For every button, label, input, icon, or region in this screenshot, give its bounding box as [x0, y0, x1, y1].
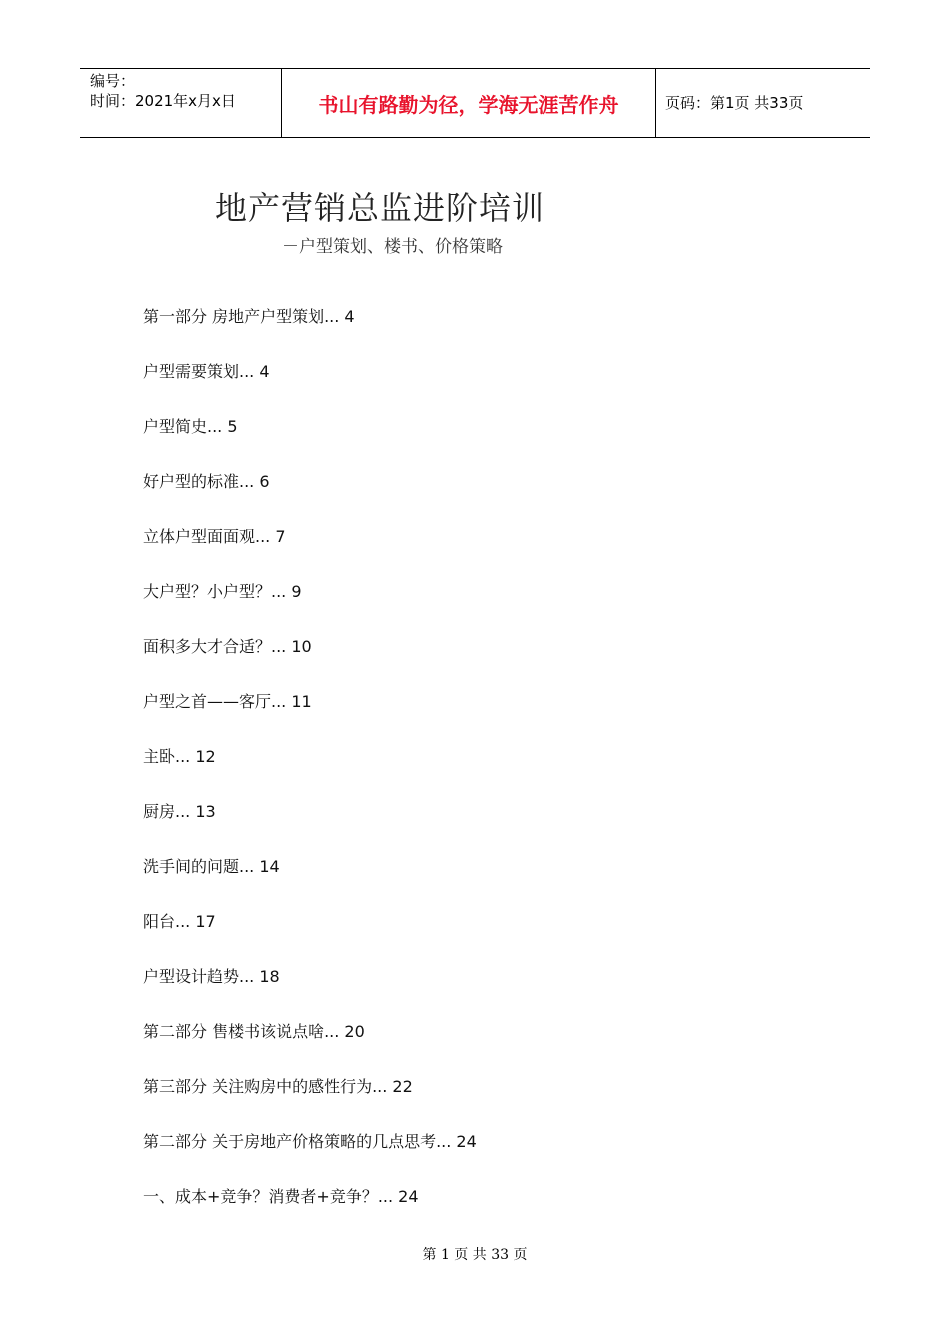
toc-entry[interactable]: 厨房... 13	[143, 802, 216, 821]
toc-entry[interactable]: 第二部分 售楼书该说点啥... 20	[143, 1022, 365, 1041]
document-subtitle: －户型策划、楼书、价格策略	[282, 237, 503, 257]
toc-entry[interactable]: 第三部分 关注购房中的感性行为... 22	[143, 1077, 413, 1096]
header-page-cell	[655, 69, 870, 137]
toc-entry[interactable]: 第二部分 关于房地产价格策略的几点思考... 24	[143, 1132, 477, 1151]
document-title: 地产营销总监进阶培训	[215, 189, 546, 227]
toc-entry[interactable]: 主卧... 12	[143, 747, 216, 766]
toc-entry[interactable]: 一、成本+竞争？消费者+竞争？... 24	[143, 1187, 419, 1206]
toc-entry[interactable]: 户型设计趋势... 18	[143, 967, 280, 986]
header-motto: 书山有路勤为径，学海无涯苦作舟	[318, 93, 619, 117]
toc-entry[interactable]: 户型之首——客厅... 11	[143, 692, 312, 711]
header-page-info: 页码：第1页 共33页	[665, 94, 804, 112]
document-header	[80, 68, 870, 138]
header-motto-cell	[281, 69, 656, 137]
toc-entry[interactable]: 第一部分 房地产户型策划... 4	[143, 307, 355, 326]
table-of-contents	[143, 304, 477, 1239]
page-footer: 第 1 页 共 33 页	[422, 1247, 528, 1263]
toc-entry[interactable]: 洗手间的问题... 14	[143, 857, 280, 876]
toc-entry[interactable]: 好户型的标准... 6	[143, 472, 270, 491]
document-time-label: 时间：2021年x月x日	[90, 92, 236, 110]
document-number-label: 编号：	[90, 72, 136, 90]
toc-entry[interactable]: 户型需要策划... 4	[143, 362, 270, 381]
toc-entry[interactable]: 户型简史... 5	[143, 417, 238, 436]
header-meta-cell	[80, 69, 281, 137]
toc-entry[interactable]: 阳台... 17	[143, 912, 216, 931]
toc-entry[interactable]: 立体户型面面观... 7	[143, 527, 286, 546]
toc-entry[interactable]: 面积多大才合适？... 10	[143, 637, 312, 656]
toc-entry[interactable]: 大户型？小户型？... 9	[143, 582, 302, 601]
